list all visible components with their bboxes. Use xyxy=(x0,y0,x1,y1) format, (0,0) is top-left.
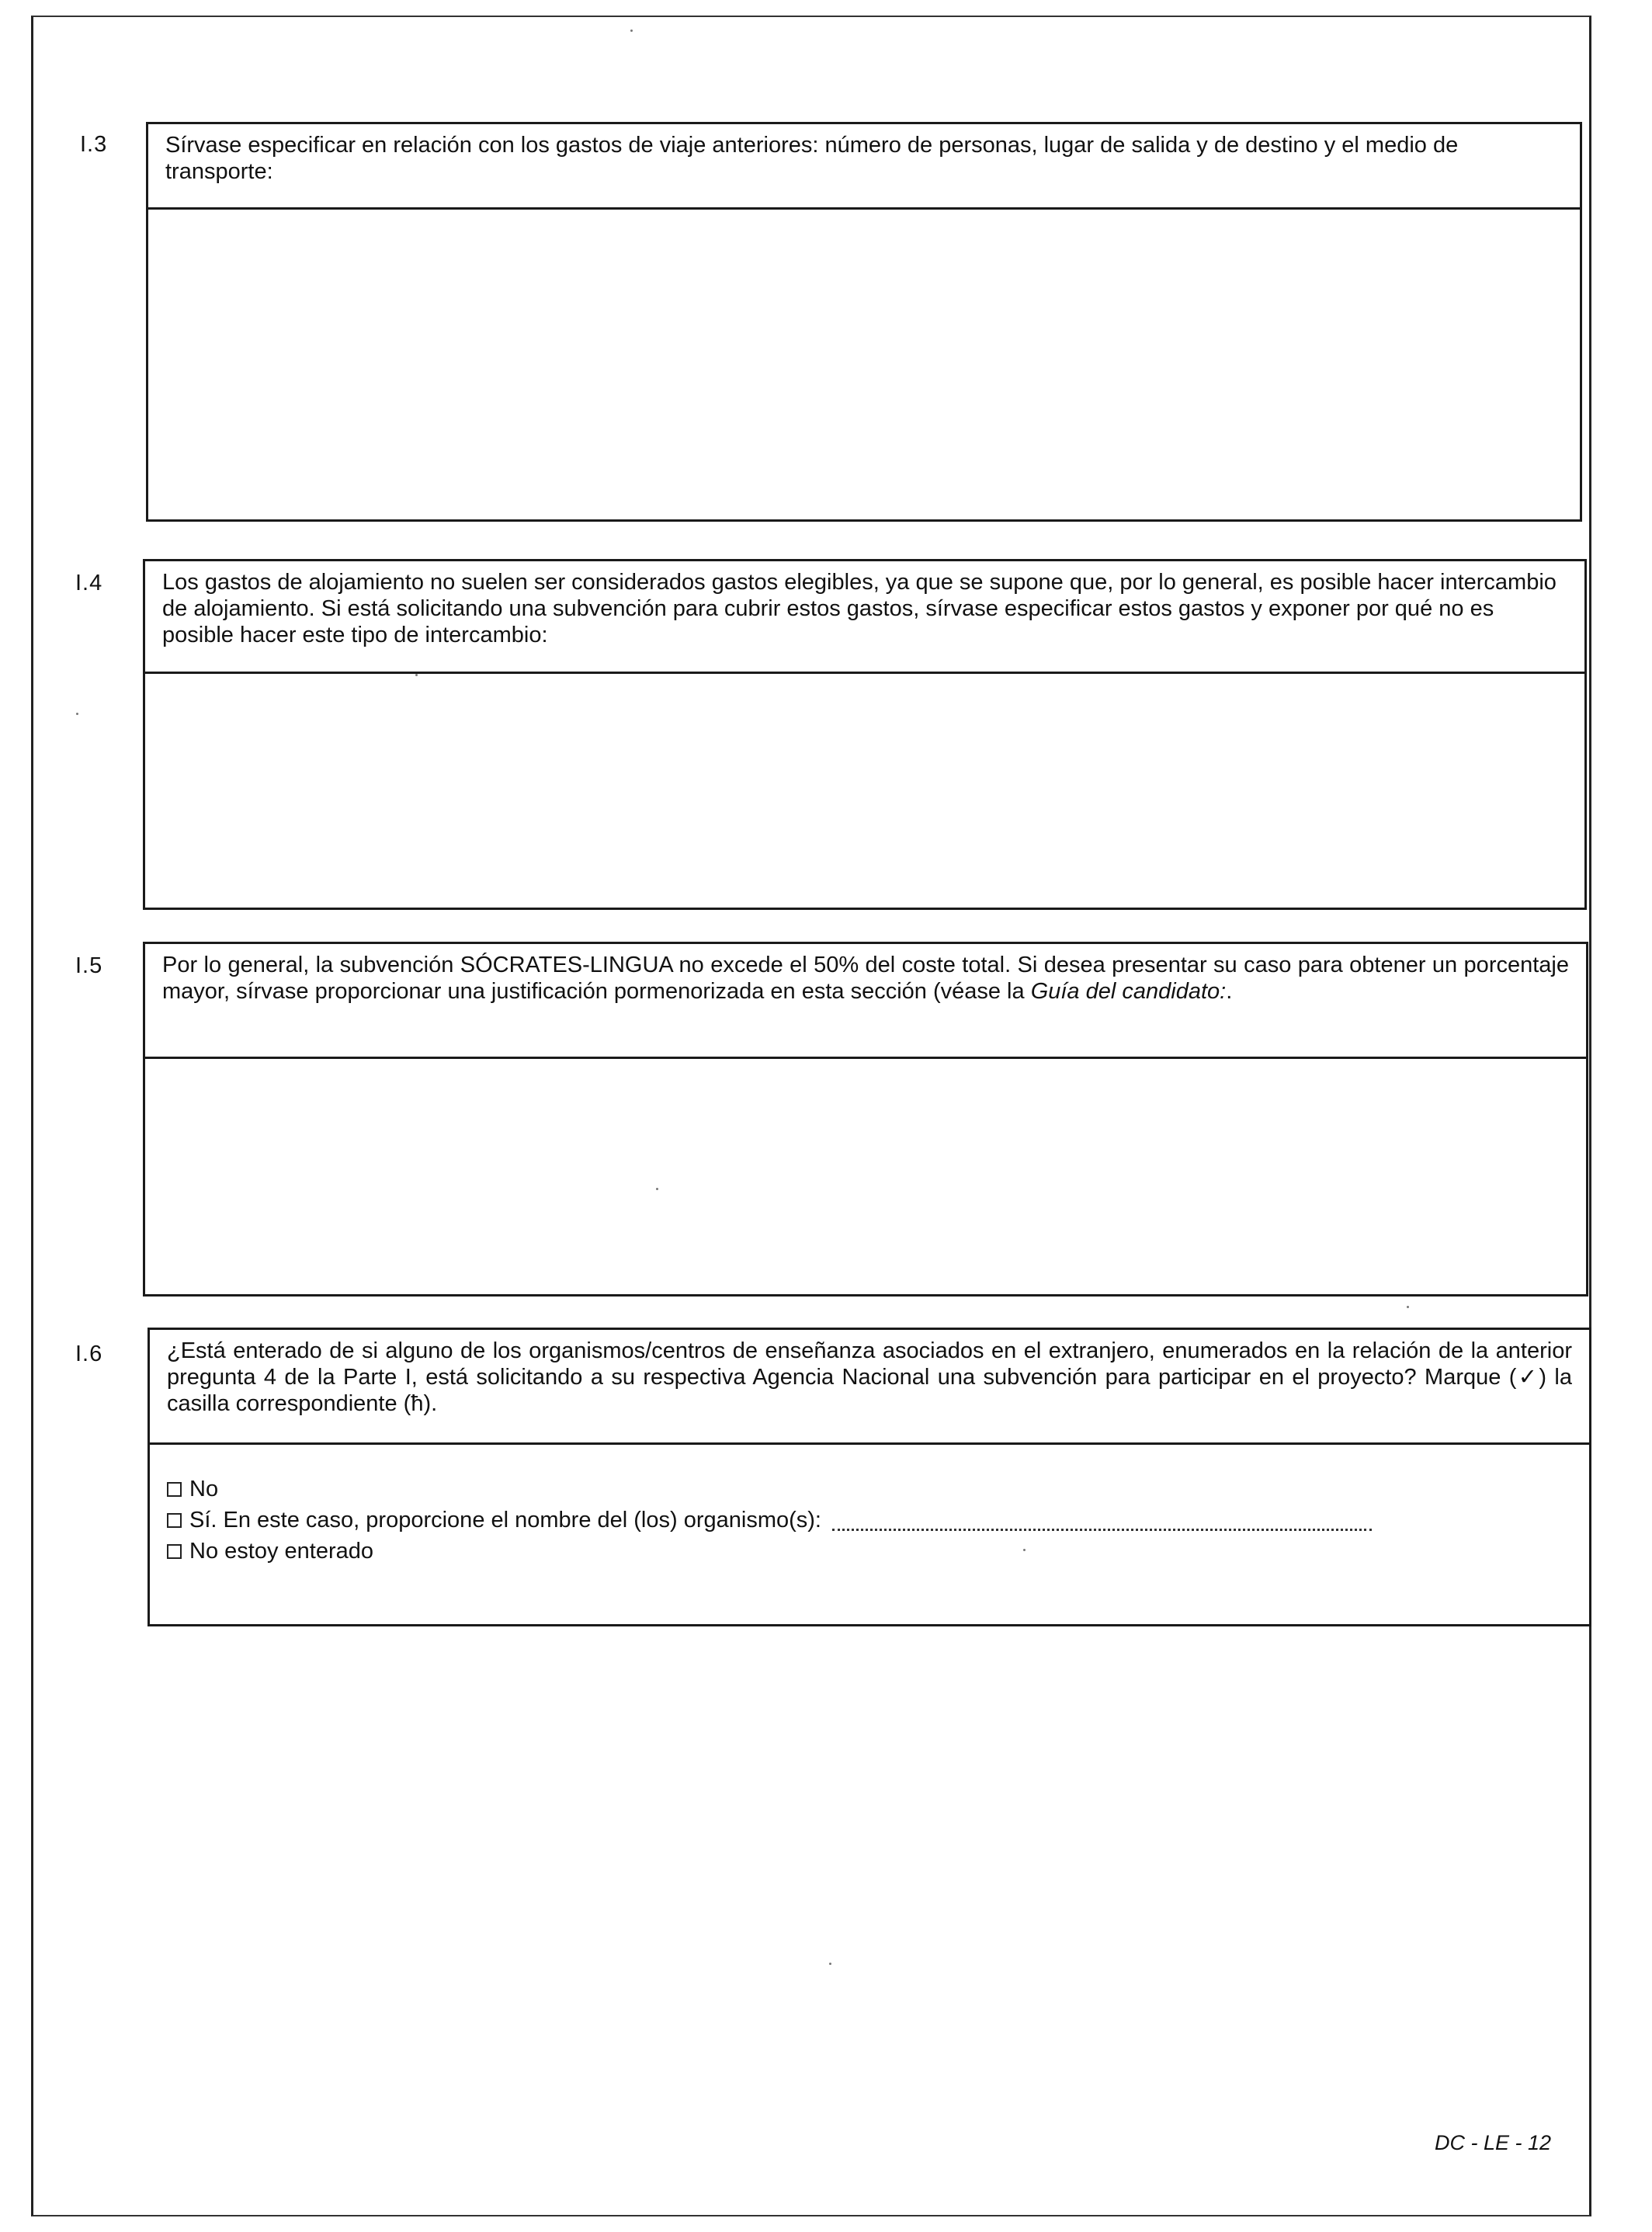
answer-area[interactable] xyxy=(145,1057,1586,1294)
question-number: I.5 xyxy=(75,953,103,978)
question-text: Sírvase especificar en relación con los gastos de viaje anteriores: número de personas, lugar de salida y de destino y el medio de transporte: xyxy=(148,124,1580,210)
scan-speck xyxy=(76,713,78,715)
scan-speck xyxy=(656,1188,658,1190)
question-box-i5 xyxy=(143,942,1588,1297)
answer-area[interactable] xyxy=(145,672,1584,908)
guide-reference: Guía del candidato: xyxy=(1030,979,1227,1004)
question-box-i3 xyxy=(146,122,1582,522)
scan-speck xyxy=(415,674,418,676)
question-number: I.6 xyxy=(75,1342,103,1366)
option-no[interactable] xyxy=(167,1474,1372,1505)
question-text xyxy=(145,944,1586,1059)
options-list xyxy=(167,1474,1372,1567)
checkbox[interactable] xyxy=(167,1513,182,1528)
option-label: No xyxy=(189,1477,219,1501)
scan-speck xyxy=(1407,1306,1409,1308)
option-label: No estoy enterado xyxy=(189,1539,373,1564)
scan-speck xyxy=(1023,1549,1026,1551)
organism-name-field[interactable] xyxy=(832,1510,1372,1531)
scan-speck xyxy=(630,30,633,32)
question-number: I.3 xyxy=(80,132,108,157)
option-yes[interactable] xyxy=(167,1505,1372,1536)
answer-area xyxy=(150,1442,1589,1624)
question-text: Los gastos de alojamiento no suelen ser considerados gastos elegibles, ya que se supone que, por lo general, es posible hacer intercambio de alojamiento. Si está solicitando una subvención para cubrir estos gastos, sírvase especificar estos gastos y exponer por qué no es posible hacer este tipo de intercambio: xyxy=(145,561,1584,674)
option-label: Sí. En este caso, proporcione el nombre del (los) organismo(s): xyxy=(189,1508,821,1533)
document-reference: DC - LE - 12 xyxy=(1434,2131,1551,2154)
question-box-i6 xyxy=(148,1328,1591,1626)
checkbox[interactable] xyxy=(167,1544,182,1559)
question-text-end: . xyxy=(1226,979,1233,1004)
answer-area[interactable] xyxy=(148,207,1580,519)
question-text-main: Por lo general, la subvención SÓCRATES-LINGUA no excede el 50% del coste total. Si desea presentar su caso para obtener un porcentaje mayor, sírvase proporcionar una justificación pormenorizada en esta sección (véase la xyxy=(162,953,1569,1004)
question-text: ¿Está enterado de si alguno de los organismos/centros de enseñanza asociados en el extranjero, enumerados en la relación de la anterior pregunta 4 de la Parte I, está solicitando a su respectiva Agencia Nacional una subvención para participar en el proyecto? Marque (✓) la casilla correspondiente (ħ). xyxy=(150,1330,1589,1445)
scan-speck xyxy=(829,1963,831,1965)
option-not-aware[interactable] xyxy=(167,1536,1372,1567)
checkbox[interactable] xyxy=(167,1482,182,1497)
question-number: I.4 xyxy=(75,571,103,595)
question-box-i4 xyxy=(143,559,1587,910)
